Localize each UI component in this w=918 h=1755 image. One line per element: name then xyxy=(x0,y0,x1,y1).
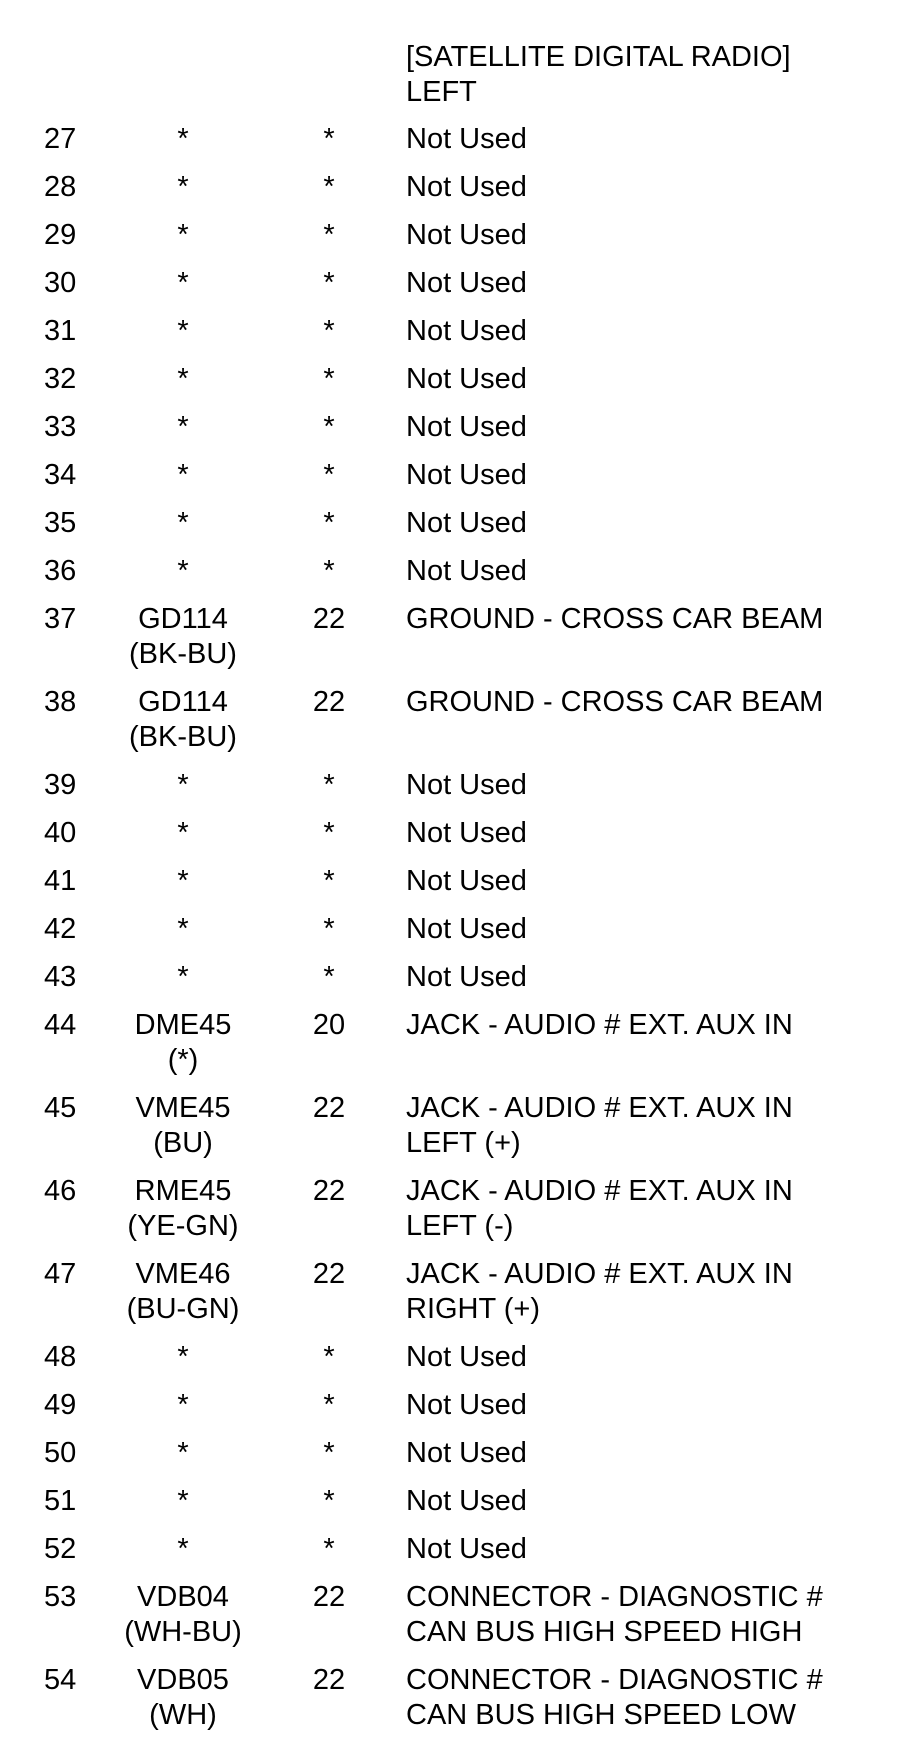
wire-gauge: 20 xyxy=(312,1009,346,1041)
function-line: Not Used xyxy=(406,555,527,587)
circuit-code: * xyxy=(177,411,189,443)
wire-gauge: 22 xyxy=(312,1258,346,1290)
function-line: RIGHT (+) xyxy=(406,1293,540,1325)
wire-gauge: * xyxy=(323,1485,335,1517)
circuit-code: * xyxy=(177,913,189,945)
function-cell xyxy=(406,314,916,349)
circuit-code: GD114 xyxy=(138,603,228,635)
function-line: Not Used xyxy=(406,315,527,347)
table-row xyxy=(0,602,918,685)
function-cell xyxy=(406,266,916,301)
wire-gauge: * xyxy=(323,219,335,251)
circuit-cell xyxy=(100,554,266,589)
wire-gauge: * xyxy=(323,267,335,299)
wire-color: (*) xyxy=(167,1044,199,1076)
pin-number: 53 xyxy=(44,1581,77,1613)
circuit-cell xyxy=(100,314,266,349)
function-cell xyxy=(406,362,916,397)
wire-gauge: * xyxy=(323,817,335,849)
table-row xyxy=(0,1340,918,1388)
wire-gauge: * xyxy=(323,459,335,491)
function-cell xyxy=(406,218,916,253)
table-row xyxy=(0,1008,918,1091)
table-row xyxy=(0,218,918,266)
circuit-cell xyxy=(100,1532,266,1567)
function-cell xyxy=(406,1257,916,1327)
function-line: Not Used xyxy=(406,171,527,203)
wire-gauge: * xyxy=(323,411,335,443)
wire-gauge: 22 xyxy=(312,1092,346,1124)
function-line: Not Used xyxy=(406,769,527,801)
function-cell xyxy=(406,960,916,995)
wire-gauge: * xyxy=(323,1437,335,1469)
circuit-code: * xyxy=(177,1389,189,1421)
wire-gauge: * xyxy=(323,961,335,993)
pin-number: 41 xyxy=(44,865,77,897)
circuit-cell xyxy=(100,458,266,493)
circuit-cell xyxy=(100,1436,266,1471)
circuit-cell xyxy=(100,362,266,397)
function-line: CAN BUS HIGH SPEED LOW xyxy=(406,1699,796,1731)
function-line: JACK - AUDIO # EXT. AUX IN xyxy=(406,1092,793,1124)
function-line: Not Used xyxy=(406,363,527,395)
table-row xyxy=(0,816,918,864)
function-line: JACK - AUDIO # EXT. AUX IN xyxy=(406,1009,793,1041)
table-row xyxy=(0,685,918,768)
function-cell xyxy=(406,1663,916,1733)
function-cell xyxy=(406,1580,916,1650)
function-cell xyxy=(406,122,916,157)
function-line: Not Used xyxy=(406,1341,527,1373)
function-line: Not Used xyxy=(406,1485,527,1517)
pin-number: 44 xyxy=(44,1009,77,1041)
table-row xyxy=(0,362,918,410)
wire-color: (BK-BU) xyxy=(129,638,237,670)
circuit-code: * xyxy=(177,219,189,251)
table-row xyxy=(0,1091,918,1174)
function-line: Not Used xyxy=(406,123,527,155)
circuit-code: * xyxy=(177,865,189,897)
circuit-cell xyxy=(100,218,266,253)
table-row xyxy=(0,960,918,1008)
pin-number: 32 xyxy=(44,363,77,395)
circuit-cell xyxy=(100,602,266,672)
pin-number: 45 xyxy=(44,1092,77,1124)
circuit-cell xyxy=(100,1008,266,1078)
function-line: Not Used xyxy=(406,1533,527,1565)
pin-number: 31 xyxy=(44,315,77,347)
pin-number: 35 xyxy=(44,507,77,539)
function-line: CONNECTOR - DIAGNOSTIC # xyxy=(406,1664,823,1696)
circuit-code: * xyxy=(177,961,189,993)
circuit-code: * xyxy=(177,315,189,347)
circuit-cell xyxy=(100,410,266,445)
header-line: LEFT xyxy=(406,76,477,108)
circuit-code: VDB05 xyxy=(137,1664,229,1696)
table-row xyxy=(0,1257,918,1340)
circuit-cell xyxy=(100,1388,266,1423)
pin-number: 51 xyxy=(44,1485,77,1517)
pin-number: 37 xyxy=(44,603,77,635)
function-cell xyxy=(406,864,916,899)
circuit-cell xyxy=(100,122,266,157)
circuit-code: * xyxy=(177,123,189,155)
function-line: Not Used xyxy=(406,507,527,539)
function-line: CAN BUS HIGH SPEED HIGH xyxy=(406,1616,803,1648)
pin-number: 30 xyxy=(44,267,77,299)
function-line: Not Used xyxy=(406,1437,527,1469)
circuit-cell xyxy=(100,1663,266,1733)
pin-number: 40 xyxy=(44,817,77,849)
table-row xyxy=(0,506,918,554)
pin-number: 38 xyxy=(44,686,77,718)
wire-gauge: 22 xyxy=(312,1664,346,1696)
circuit-code: * xyxy=(177,1533,189,1565)
function-cell xyxy=(406,1532,916,1567)
circuit-cell xyxy=(100,266,266,301)
function-line: Not Used xyxy=(406,1389,527,1421)
pin-number: 46 xyxy=(44,1175,77,1207)
circuit-cell xyxy=(100,816,266,851)
table-row xyxy=(0,1663,918,1746)
circuit-code: * xyxy=(177,769,189,801)
function-cell xyxy=(406,170,916,205)
function-cell xyxy=(406,410,916,445)
table-row xyxy=(0,266,918,314)
circuit-cell xyxy=(100,1091,266,1161)
function-line: JACK - AUDIO # EXT. AUX IN xyxy=(406,1258,793,1290)
function-line: Not Used xyxy=(406,459,527,491)
table-row xyxy=(0,1436,918,1484)
pin-number: 49 xyxy=(44,1389,77,1421)
wire-gauge: * xyxy=(323,555,335,587)
wire-color: (YE-GN) xyxy=(127,1210,239,1242)
function-cell xyxy=(406,1174,916,1244)
function-cell xyxy=(406,1484,916,1519)
pin-number: 50 xyxy=(44,1437,77,1469)
circuit-cell xyxy=(100,1580,266,1650)
function-line: CONNECTOR - DIAGNOSTIC # xyxy=(406,1581,823,1613)
pin-table xyxy=(0,122,918,1746)
function-line: GROUND - CROSS CAR BEAM xyxy=(406,603,824,635)
table-row xyxy=(0,410,918,458)
circuit-code: VME46 xyxy=(135,1258,231,1290)
pin-number: 42 xyxy=(44,913,77,945)
table-row xyxy=(0,554,918,602)
function-cell xyxy=(406,1091,916,1161)
function-line: JACK - AUDIO # EXT. AUX IN xyxy=(406,1175,793,1207)
wire-color: (WH-BU) xyxy=(124,1616,242,1648)
wire-gauge: * xyxy=(323,913,335,945)
circuit-code: * xyxy=(177,817,189,849)
wire-gauge: * xyxy=(323,363,335,395)
circuit-code: * xyxy=(177,1437,189,1469)
function-cell xyxy=(406,458,916,493)
table-row xyxy=(0,1174,918,1257)
pin-number: 34 xyxy=(44,459,77,491)
function-cell xyxy=(406,816,916,851)
wire-gauge: * xyxy=(323,123,335,155)
circuit-cell xyxy=(100,960,266,995)
pin-number: 54 xyxy=(44,1664,77,1696)
circuit-code: * xyxy=(177,555,189,587)
wire-gauge: * xyxy=(323,865,335,897)
wire-gauge: 22 xyxy=(312,686,346,718)
circuit-code: VDB04 xyxy=(137,1581,229,1613)
circuit-cell xyxy=(100,912,266,947)
wire-gauge: * xyxy=(323,171,335,203)
circuit-code: VME45 xyxy=(135,1092,231,1124)
circuit-code: * xyxy=(177,267,189,299)
function-line: Not Used xyxy=(406,267,527,299)
circuit-code: * xyxy=(177,1485,189,1517)
circuit-cell xyxy=(100,1484,266,1519)
function-cell xyxy=(406,768,916,803)
circuit-cell xyxy=(100,170,266,205)
function-line: GROUND - CROSS CAR BEAM xyxy=(406,686,824,718)
table-row xyxy=(0,122,918,170)
function-cell xyxy=(406,912,916,947)
function-cell xyxy=(406,1008,916,1043)
function-cell xyxy=(406,1436,916,1471)
pin-number: 36 xyxy=(44,555,77,587)
pin-number: 43 xyxy=(44,961,77,993)
pin-number: 52 xyxy=(44,1533,77,1565)
pin-number: 39 xyxy=(44,769,77,801)
function-cell xyxy=(406,1340,916,1375)
pin-number: 48 xyxy=(44,1341,77,1373)
wire-color: (BU-GN) xyxy=(126,1293,240,1325)
function-line: Not Used xyxy=(406,817,527,849)
function-line: LEFT (+) xyxy=(406,1127,521,1159)
wire-gauge: * xyxy=(323,1533,335,1565)
circuit-code: * xyxy=(177,459,189,491)
circuit-cell xyxy=(100,864,266,899)
table-row xyxy=(0,768,918,816)
function-line: LEFT (-) xyxy=(406,1210,514,1242)
wire-gauge: * xyxy=(323,1389,335,1421)
wire-color: (BK-BU) xyxy=(129,721,237,753)
table-row xyxy=(0,314,918,362)
function-cell xyxy=(406,602,916,637)
wire-gauge: * xyxy=(323,315,335,347)
table-row xyxy=(0,170,918,218)
circuit-cell xyxy=(100,506,266,541)
pin-number: 33 xyxy=(44,411,77,443)
wire-gauge: * xyxy=(323,769,335,801)
wire-gauge: 22 xyxy=(312,1175,346,1207)
function-line: Not Used xyxy=(406,865,527,897)
wire-gauge: 22 xyxy=(312,603,346,635)
pin-number: 29 xyxy=(44,219,77,251)
table-row xyxy=(0,1484,918,1532)
table-row xyxy=(0,1532,918,1580)
wire-gauge: 22 xyxy=(312,1581,346,1613)
circuit-code: * xyxy=(177,507,189,539)
circuit-code: * xyxy=(177,1341,189,1373)
wire-color: (WH) xyxy=(149,1699,217,1731)
pin-number: 28 xyxy=(44,171,77,203)
circuit-cell xyxy=(100,685,266,755)
wire-gauge: * xyxy=(323,1341,335,1373)
wire-color: (BU) xyxy=(153,1127,213,1159)
table-row xyxy=(0,1388,918,1436)
table-row xyxy=(0,912,918,960)
circuit-cell xyxy=(100,768,266,803)
pin-number: 27 xyxy=(44,123,77,155)
table-row xyxy=(0,864,918,912)
wire-gauge: * xyxy=(323,507,335,539)
function-line: Not Used xyxy=(406,913,527,945)
function-line: Not Used xyxy=(406,961,527,993)
function-cell xyxy=(406,1388,916,1423)
circuit-cell xyxy=(100,1340,266,1375)
pin-number: 47 xyxy=(44,1258,77,1290)
circuit-code: DME45 xyxy=(134,1009,232,1041)
function-cell xyxy=(406,506,916,541)
function-line: Not Used xyxy=(406,411,527,443)
circuit-code: GD114 xyxy=(138,686,228,718)
function-line: Not Used xyxy=(406,219,527,251)
circuit-cell xyxy=(100,1174,266,1244)
circuit-code: * xyxy=(177,363,189,395)
function-cell xyxy=(406,685,916,720)
function-cell xyxy=(406,554,916,589)
table-row xyxy=(0,458,918,506)
circuit-code: RME45 xyxy=(134,1175,232,1207)
circuit-code: * xyxy=(177,171,189,203)
table-row xyxy=(0,1580,918,1663)
connector-section-header xyxy=(406,40,906,110)
circuit-cell xyxy=(100,1257,266,1327)
header-line: [SATELLITE DIGITAL RADIO] xyxy=(406,41,791,73)
